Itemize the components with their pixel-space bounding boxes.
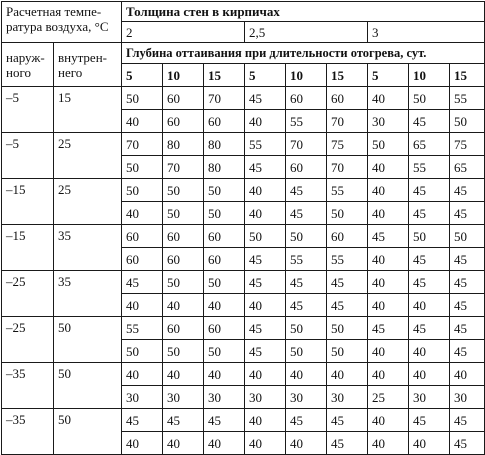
depth-value-cell: 50 (450, 225, 485, 248)
depth-value-cell: 50 (409, 225, 450, 248)
depth-value-cell: 45 (245, 317, 286, 340)
depth-value-cell: 65 (409, 133, 450, 156)
inside-header-line2: него (58, 64, 83, 80)
depth-value-cell: 40 (122, 202, 163, 225)
depth-value-cell: 50 (163, 340, 204, 363)
depth-value-cell: 30 (204, 386, 245, 409)
depth-value-cell: 60 (286, 156, 327, 179)
outside-temp-cell: –5 (2, 87, 54, 133)
depth-value-cell: 50 (163, 179, 204, 202)
duration-header: 10 (163, 64, 204, 87)
depth-value-cell: 40 (163, 363, 204, 386)
depth-value-cell: 45 (286, 271, 327, 294)
depth-value-cell: 40 (204, 294, 245, 317)
depth-value-cell: 45 (245, 156, 286, 179)
depth-value-cell: 45 (245, 340, 286, 363)
depth-value-cell: 45 (286, 294, 327, 317)
depth-value-cell: 60 (163, 317, 204, 340)
duration-header: 5 (122, 64, 163, 87)
depth-value-cell: 45 (368, 225, 409, 248)
depth-value-cell: 60 (163, 225, 204, 248)
depth-value-cell: 40 (245, 202, 286, 225)
depth-value-cell: 45 (409, 110, 450, 133)
outside-temp-cell: –15 (2, 179, 54, 225)
depth-value-cell: 45 (450, 340, 485, 363)
depth-value-cell: 45 (245, 87, 286, 110)
depth-value-cell: 70 (163, 156, 204, 179)
depth-value-cell: 50 (163, 202, 204, 225)
inside-header-line1: внутрен- (58, 49, 107, 65)
depth-value-cell: 30 (368, 110, 409, 133)
depth-value-cell: 45 (450, 202, 485, 225)
depth-value-cell: 50 (286, 340, 327, 363)
depth-value-cell: 45 (327, 294, 368, 317)
depth-value-cell: 50 (409, 87, 450, 110)
temperature-header-line1: Расчетная темпе- (6, 4, 102, 19)
depth-value-cell: 50 (204, 271, 245, 294)
table-row (2, 133, 485, 156)
duration-header: 5 (368, 64, 409, 87)
depth-value-cell: 40 (409, 340, 450, 363)
duration-header: 5 (245, 64, 286, 87)
depth-value-cell: 45 (286, 409, 327, 432)
depth-value-cell: 40 (368, 432, 409, 455)
depth-value-cell: 55 (450, 87, 485, 110)
depth-value-cell: 45 (245, 271, 286, 294)
depth-value-cell: 45 (409, 248, 450, 271)
table-row (2, 271, 485, 294)
depth-value-cell: 40 (204, 363, 245, 386)
depth-value-cell: 50 (163, 271, 204, 294)
depth-value-cell: 40 (409, 432, 450, 455)
depth-value-cell: 45 (450, 317, 485, 340)
depth-value-cell: 55 (245, 133, 286, 156)
thickness-2-5: 2,5 (245, 22, 368, 43)
depth-value-cell: 50 (204, 340, 245, 363)
depth-value-cell: 40 (368, 363, 409, 386)
depth-value-cell: 55 (122, 317, 163, 340)
depth-value-cell: 45 (368, 317, 409, 340)
depth-value-cell: 45 (245, 248, 286, 271)
depth-value-cell: 45 (286, 202, 327, 225)
depth-value-cell: 50 (368, 133, 409, 156)
inside-temp-cell: 25 (54, 133, 122, 179)
depth-value-cell: 40 (368, 248, 409, 271)
depth-value-cell: 40 (368, 294, 409, 317)
outside-temp-cell: –5 (2, 133, 54, 179)
depth-value-cell: 60 (204, 110, 245, 133)
outside-temp-cell: –25 (2, 271, 54, 317)
depth-value-cell: 40 (409, 294, 450, 317)
temperature-header (2, 2, 122, 43)
outside-temp-header (2, 43, 54, 87)
depth-value-cell: 40 (450, 363, 485, 386)
depth-value-cell: 45 (409, 409, 450, 432)
depth-value-cell: 45 (409, 202, 450, 225)
depth-value-cell: 45 (409, 271, 450, 294)
depth-value-cell: 45 (409, 317, 450, 340)
depth-value-cell: 60 (122, 225, 163, 248)
depth-value-cell: 40 (368, 271, 409, 294)
depth-value-cell: 50 (245, 225, 286, 248)
depth-value-cell: 50 (327, 340, 368, 363)
depth-value-cell: 45 (327, 409, 368, 432)
thickness-3: 3 (368, 22, 485, 43)
depth-value-cell: 45 (327, 271, 368, 294)
depth-value-cell: 40 (245, 294, 286, 317)
depth-value-cell: 50 (286, 317, 327, 340)
depth-value-cell: 40 (245, 179, 286, 202)
depth-value-cell: 40 (245, 409, 286, 432)
depth-value-cell: 40 (245, 363, 286, 386)
depth-value-cell: 40 (286, 363, 327, 386)
depth-value-cell: 50 (122, 156, 163, 179)
depth-value-cell: 45 (327, 432, 368, 455)
depth-value-cell: 40 (245, 110, 286, 133)
depth-value-cell: 40 (368, 87, 409, 110)
depth-value-cell: 45 (286, 179, 327, 202)
depth-value-cell: 40 (163, 294, 204, 317)
duration-header: 15 (327, 64, 368, 87)
table-row (2, 363, 485, 386)
depth-value-cell: 40 (163, 432, 204, 455)
depth-value-cell: 55 (327, 179, 368, 202)
depth-value-cell: 30 (409, 386, 450, 409)
depth-value-cell: 40 (122, 363, 163, 386)
table-row (2, 409, 485, 432)
depth-value-cell: 55 (409, 156, 450, 179)
depth-value-cell: 50 (286, 225, 327, 248)
depth-value-cell: 30 (286, 386, 327, 409)
duration-header: 15 (204, 64, 245, 87)
depth-value-cell: 75 (327, 133, 368, 156)
depth-value-cell: 40 (122, 294, 163, 317)
thaw-depth-table (1, 1, 485, 455)
depth-value-cell: 40 (368, 156, 409, 179)
depth-value-cell: 45 (163, 409, 204, 432)
depth-value-cell: 45 (450, 432, 485, 455)
outside-temp-cell: –35 (2, 409, 54, 455)
duration-header: 10 (409, 64, 450, 87)
outside-header-line1: наруж- (6, 49, 45, 65)
inside-temp-header (54, 43, 122, 87)
depth-value-cell: 60 (327, 87, 368, 110)
depth-value-cell: 50 (204, 202, 245, 225)
depth-value-cell: 70 (327, 110, 368, 133)
wall-thickness-header: Толщина стен в кирпичах (122, 2, 485, 22)
depth-value-cell: 40 (368, 340, 409, 363)
depth-value-cell: 60 (122, 248, 163, 271)
depth-value-cell: 70 (286, 133, 327, 156)
inside-temp-cell: 35 (54, 271, 122, 317)
depth-value-cell: 50 (122, 87, 163, 110)
depth-value-cell: 30 (327, 386, 368, 409)
inside-temp-cell: 50 (54, 409, 122, 455)
outside-temp-cell: –15 (2, 225, 54, 271)
depth-value-cell: 40 (327, 363, 368, 386)
depth-value-cell: 45 (450, 179, 485, 202)
depth-value-cell: 50 (327, 317, 368, 340)
depth-value-cell: 70 (204, 87, 245, 110)
duration-header: 10 (286, 64, 327, 87)
depth-value-cell: 60 (163, 110, 204, 133)
depth-value-cell: 30 (122, 386, 163, 409)
depth-value-cell: 40 (245, 432, 286, 455)
depth-value-cell: 60 (327, 225, 368, 248)
depth-value-cell: 80 (204, 156, 245, 179)
outside-temp-cell: –35 (2, 363, 54, 409)
depth-value-cell: 45 (122, 409, 163, 432)
depth-value-cell: 30 (450, 386, 485, 409)
depth-value-cell: 70 (327, 156, 368, 179)
depth-value-cell: 60 (204, 248, 245, 271)
depth-value-cell: 40 (368, 409, 409, 432)
depth-value-cell: 55 (286, 110, 327, 133)
depth-value-cell: 65 (450, 156, 485, 179)
inside-temp-cell: 25 (54, 179, 122, 225)
inside-temp-cell: 50 (54, 317, 122, 363)
depth-value-cell: 30 (245, 386, 286, 409)
inside-temp-cell: 15 (54, 87, 122, 133)
table-row (2, 179, 485, 202)
depth-value-cell: 55 (327, 248, 368, 271)
depth-value-cell: 30 (163, 386, 204, 409)
depth-value-cell: 45 (409, 179, 450, 202)
depth-value-cell: 45 (204, 409, 245, 432)
depth-value-cell: 80 (163, 133, 204, 156)
table-row (2, 225, 485, 248)
depth-value-cell: 50 (122, 179, 163, 202)
depth-value-cell: 60 (286, 87, 327, 110)
depth-value-cell: 60 (163, 248, 204, 271)
depth-value-cell: 80 (204, 133, 245, 156)
depth-value-cell: 50 (327, 202, 368, 225)
outside-header-line2: ного (6, 64, 31, 80)
depth-value-cell: 50 (122, 340, 163, 363)
depth-value-cell: 45 (450, 248, 485, 271)
table-row (2, 317, 485, 340)
depth-value-cell: 60 (204, 317, 245, 340)
depth-value-cell: 40 (204, 432, 245, 455)
depth-value-cell: 45 (450, 294, 485, 317)
depth-value-cell: 40 (368, 202, 409, 225)
depth-value-cell: 75 (450, 133, 485, 156)
duration-header: 15 (450, 64, 485, 87)
depth-value-cell: 45 (450, 409, 485, 432)
inside-temp-cell: 35 (54, 225, 122, 271)
thaw-depth-header: Глубина оттаивания при длительности отогрева, сут. (122, 43, 485, 64)
depth-value-cell: 55 (286, 248, 327, 271)
temperature-header-line2: ратура воздуха, °С (6, 19, 109, 34)
outside-temp-cell: –25 (2, 317, 54, 363)
thickness-2: 2 (122, 22, 245, 43)
depth-value-cell: 50 (450, 110, 485, 133)
depth-value-cell: 60 (163, 87, 204, 110)
depth-value-cell: 40 (368, 179, 409, 202)
depth-value-cell: 40 (409, 363, 450, 386)
depth-value-cell: 40 (122, 110, 163, 133)
depth-value-cell: 60 (204, 225, 245, 248)
depth-value-cell: 45 (450, 271, 485, 294)
inside-temp-cell: 50 (54, 363, 122, 409)
table-row (2, 87, 485, 110)
depth-value-cell: 45 (122, 271, 163, 294)
depth-value-cell: 40 (286, 432, 327, 455)
depth-value-cell: 25 (368, 386, 409, 409)
depth-value-cell: 70 (122, 133, 163, 156)
depth-value-cell: 40 (122, 432, 163, 455)
depth-value-cell: 50 (204, 179, 245, 202)
